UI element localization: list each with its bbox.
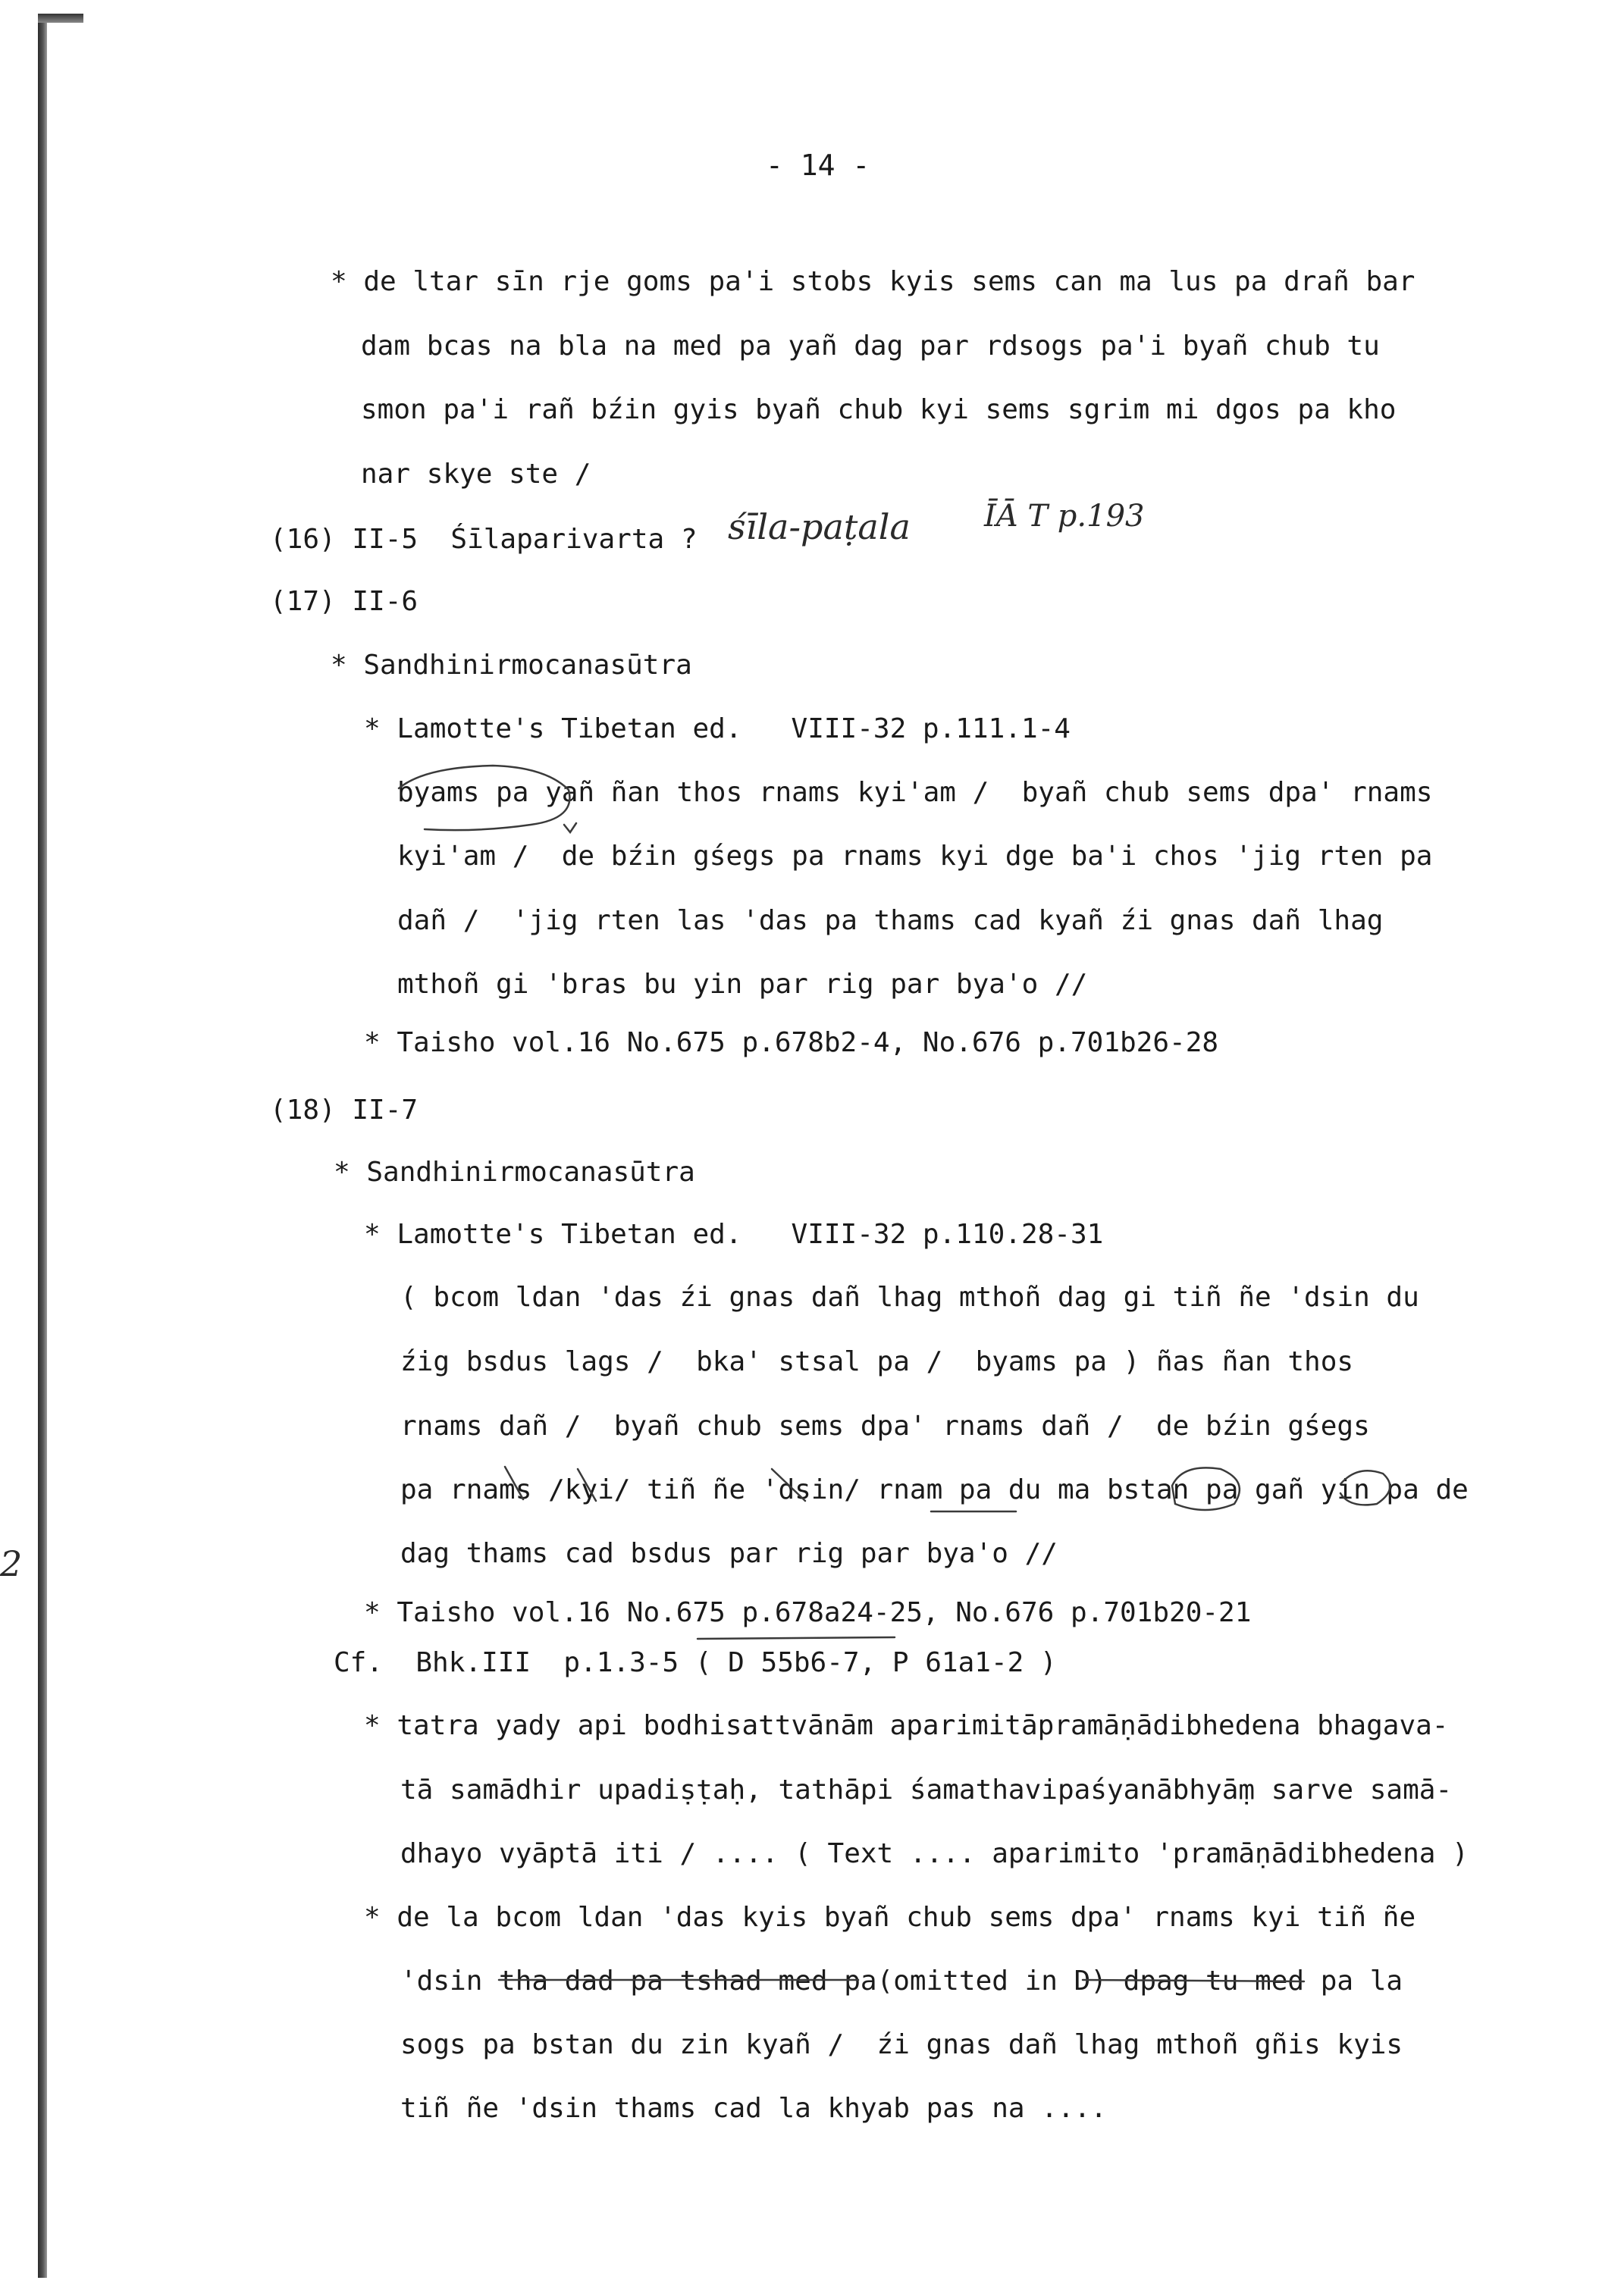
text-line: nar skye ste / [361,459,591,490]
text-line: * de ltar sīn rje goms pa'i stobs kyis sems can ma lus pa drañ bar [331,266,1416,297]
pencil-slash-dsin [772,1469,805,1501]
text-line: * tatra yady api bodhisattvānām aparimitāpramāṇādibhedena bhagava- [364,1710,1449,1741]
text-line: * de la bcom ldan 'das kyis byañ chub sems dpa' rnams kyi tiñ ñe [364,1902,1416,1933]
text-line: tiñ ñe 'dsin thams cad la khyab pas na .... [400,2093,1107,2124]
text-line: mthoñ gi 'bras bu yin par rig par bya'o // [397,969,1088,1000]
text-line: tā samādhir upadiṣṭaḥ, tathāpi śamathavipaśyanābhyāṃ sarve samā- [400,1774,1453,1806]
text-line: dag thams cad bsdus par rig par bya'o // [400,1538,1058,1569]
pencil-overline-55b6 [698,1637,895,1639]
text-line: źig bsdus lags / bka' stsal pa / byams pa ) ñas ñan thos [400,1346,1354,1377]
text-line: dam bcas na bla na med pa yañ dag par rdsogs pa'i byañ chub tu [361,330,1380,362]
text-line: * Taisho vol.16 No.675 p.678a24-25, No.676 p.701b20-21 [364,1597,1252,1628]
handwritten-sila-note: śīla-paṭala [728,506,911,547]
text-line: sogs pa bstan du zin kyañ / źi gnas dañ lhag mthoñ gñis kyis [400,2029,1403,2060]
text-line: * Sandhinirmocanasūtra [331,650,692,681]
text-line: * Lamotte's Tibetan ed. VIII-32 p.111.1-4 [364,713,1071,744]
pencil-slash-kyi-1 [505,1467,523,1499]
pencil-caret-de [564,823,576,832]
text-line: smon pa'i rañ bźin gyis byañ chub kyi sems sgrim mi dgos pa kho [361,394,1397,425]
text-line: pa rnams /kyi/ tiñ ñe 'dsin/ rnam pa du ma bstan pa gañ yin pa de [400,1474,1469,1505]
text-line: byams pa yañ ñan thos rnams kyi'am / byañ chub sems dpa' rnams [397,777,1433,808]
text-line: Cf. Bhk.III p.1.3-5 ( D 55b6-7, P 61a1-2 ) [334,1647,1057,1678]
handwritten-margin-mark: 2 [0,1543,23,1584]
section-heading-18: (18) II-7 [270,1095,419,1126]
pencil-circle-de [1340,1471,1390,1505]
section-heading-17: (17) II-6 [270,586,419,617]
text-line: kyi'am / de bźin gśegs pa rnams kyi dge ba'i chos 'jig rten pa [397,841,1433,872]
page-number: - 14 - [766,149,870,182]
pencil-circle-gan [1172,1467,1240,1510]
text-line: ( bcom ldan 'das źi gnas dañ lhag mthoñ dag gi tiñ ñe 'dsin du [400,1282,1419,1313]
pencil-loop-byams-pa-yan [399,766,569,830]
text-line: dañ / 'jig rten las 'das pa thams cad kyañ źi gnas dañ lhag [397,905,1384,936]
text-line: dhayo vyāptā iti / .... ( Text .... aparimito 'pramāṇādibhedena ) [400,1838,1469,1869]
handwritten-page-ref: ĪĀ T p.193 [984,499,1145,534]
text-line: * Sandhinirmocanasūtra [334,1157,695,1188]
text-line: * Lamotte's Tibetan ed. VIII-32 p.110.28-31 [364,1219,1104,1250]
text-line: rnams dañ / byañ chub sems dpa' rnams dañ / de bźin gśegs [400,1411,1370,1442]
text-line: 'dsin tha dad pa tshad med pa(omitted in D) dpag tu med pa la [400,1966,1403,1997]
pencil-underline-dpag [1083,1980,1304,1981]
section-heading-16: (16) II-5 Śīlaparivarta ? [270,524,698,555]
text-line: * Taisho vol.16 No.675 p.678b2-4, No.676 p.701b26-28 [364,1027,1219,1058]
pencil-slash-kyi-2 [578,1469,596,1501]
